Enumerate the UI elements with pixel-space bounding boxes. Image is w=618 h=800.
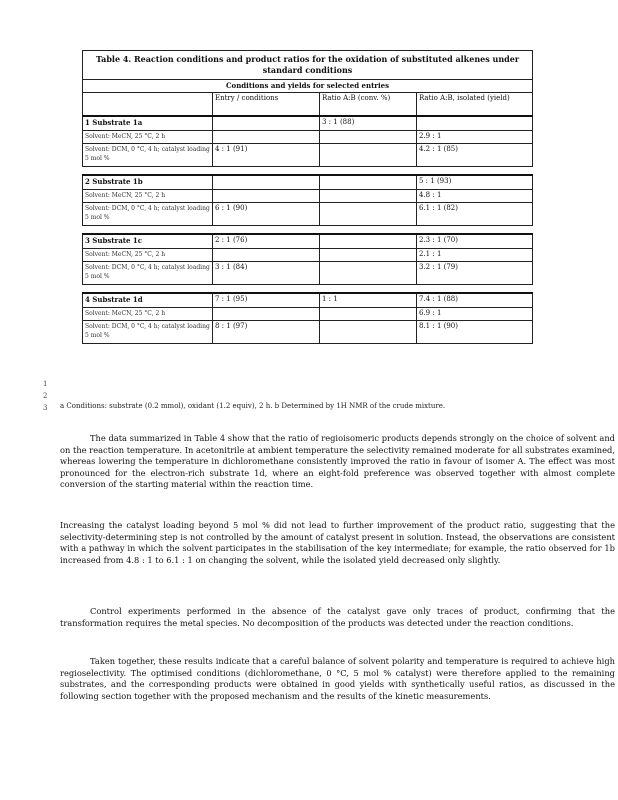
table-row — [83, 131, 533, 144]
table-cell: 3 : 1 (88) — [320, 116, 417, 131]
table-cell: 4 : 1 (91) — [213, 144, 320, 167]
table-cell: 2.3 : 1 (70) — [417, 234, 533, 249]
table-cell: 3.2 : 1 (79) — [417, 262, 533, 285]
table-title: Table 4. Reaction conditions and product ratios for the oxidation of substituted alkenes under standard conditions — [83, 51, 533, 80]
table-cell — [320, 249, 417, 262]
table-cell: 2.9 : 1 — [417, 131, 533, 144]
table-group-row — [83, 234, 533, 249]
table-cell — [320, 321, 417, 344]
table-row — [83, 249, 533, 262]
margin-mark: 1 — [43, 380, 48, 388]
group-label: 1 Substrate 1a — [83, 116, 213, 131]
table-gap-cell — [83, 167, 533, 176]
table-cell: 6.9 : 1 — [417, 308, 533, 321]
table-row — [83, 262, 533, 285]
table-cell: 8.1 : 1 (90) — [417, 321, 533, 344]
results-table — [82, 50, 532, 344]
row-label: Solvent: DCM, 0 °C, 4 h; catalyst loading 5 mol % — [83, 203, 213, 226]
table-cell: 6.1 : 1 (82) — [417, 203, 533, 226]
table-cell — [213, 116, 320, 131]
row-label: Solvent: DCM, 0 °C, 4 h; catalyst loading 5 mol % — [83, 144, 213, 167]
group-label: 2 Substrate 1b — [83, 175, 213, 190]
table-header-cell: Ratio A:B, isolated (yield) — [417, 93, 533, 117]
table-cell — [320, 203, 417, 226]
table-cell — [320, 308, 417, 321]
table-header-cell: Ratio A:B (conv. %) — [320, 93, 417, 117]
table-cell: 7 : 1 (95) — [213, 293, 320, 308]
margin-mark: 3 — [43, 404, 48, 412]
table-gap-cell — [83, 285, 533, 294]
body-paragraph: Control experiments performed in the absence of the catalyst gave only traces of product, confirming that the transformation requires the metal species. No decomposition of the products was detected under the reaction conditions. — [60, 606, 615, 628]
row-label: Solvent: MeCN, 25 °C, 2 h — [83, 308, 213, 321]
results-table-grid — [82, 50, 533, 344]
group-label: 4 Substrate 1d — [83, 293, 213, 308]
table-subtitle: Conditions and yields for selected entries — [83, 80, 533, 93]
table-row — [83, 190, 533, 203]
table-gap-row — [83, 285, 533, 294]
table-cell — [320, 190, 417, 203]
table-cell — [417, 116, 533, 131]
row-label: Solvent: MeCN, 25 °C, 2 h — [83, 190, 213, 203]
margin-mark: 2 — [43, 392, 48, 400]
table-cell: 2 : 1 (76) — [213, 234, 320, 249]
table-cell: 3 : 1 (84) — [213, 262, 320, 285]
table-cell: 1 : 1 — [320, 293, 417, 308]
table-subtitle-row — [83, 80, 533, 93]
table-header-cell: Entry / conditions — [213, 93, 320, 117]
table-cell — [213, 131, 320, 144]
row-label: Solvent: MeCN, 25 °C, 2 h — [83, 249, 213, 262]
table-cell — [320, 262, 417, 285]
table-cell — [213, 190, 320, 203]
row-label: Solvent: DCM, 0 °C, 4 h; catalyst loading 5 mol % — [83, 262, 213, 285]
table-cell — [320, 234, 417, 249]
table-cell — [320, 175, 417, 190]
table-group-row — [83, 175, 533, 190]
table-title-row — [83, 51, 533, 80]
table-gap-cell — [83, 226, 533, 235]
table-cell — [320, 131, 417, 144]
group-label: 3 Substrate 1c — [83, 234, 213, 249]
table-row — [83, 321, 533, 344]
row-label: Solvent: MeCN, 25 °C, 2 h — [83, 131, 213, 144]
table-cell — [213, 249, 320, 262]
table-cell: 2.1 : 1 — [417, 249, 533, 262]
body-paragraph: The data summarized in Table 4 show that the ratio of regioisomeric products depends strongly on the choice of solvent and on the reaction temperature. In acetonitrile at ambient temperature the selectivity remained moderate for all substrates examined, whereas lowering the temperature in dichloromethane consistently improved the ratio in favour of isomer A. The effect was most pronounced for the electron-rich substrate 1d, where an eight-fold preference was observed together with almost complete conversion of the starting material within the reaction time. — [60, 433, 615, 490]
table-header-cell — [83, 93, 213, 117]
table-cell: 6 : 1 (90) — [213, 203, 320, 226]
table-cell: 4.2 : 1 (85) — [417, 144, 533, 167]
body-paragraph: Increasing the catalyst loading beyond 5 mol % did not lead to further improvement of the product ratio, suggesting that the selectivity-determining step is not controlled by the amount of catalyst present in solution. Instead, the observations are consistent with a pathway in which the solvent participates in the stabilisation of the key intermediate; for example, the ratio observed for 1b increased from 4.8 : 1 to 6.1 : 1 on changing the solvent, while the isolated yield decreased only slightly. — [60, 520, 615, 565]
table-cell: 5 : 1 (93) — [417, 175, 533, 190]
table-row — [83, 203, 533, 226]
table-cell — [320, 144, 417, 167]
table-gap-row — [83, 226, 533, 235]
table-cell: 4.8 : 1 — [417, 190, 533, 203]
table-row — [83, 144, 533, 167]
table-cell — [213, 308, 320, 321]
row-label: Solvent: DCM, 0 °C, 4 h; catalyst loading 5 mol % — [83, 321, 213, 344]
table-cell: 7.4 : 1 (88) — [417, 293, 533, 308]
table-header-row — [83, 93, 533, 117]
table-cell: 8 : 1 (97) — [213, 321, 320, 344]
table-group-row — [83, 293, 533, 308]
body-paragraph: Taken together, these results indicate that a careful balance of solvent polarity and temperature is required to achieve high regioselectivity. The optimised conditions (dichloromethane, 0 °C, 5 mol % catalyst) were therefore applied to the remaining substrates, and the corresponding products were obtained in good yields with synthetically useful ratios, as discussed in the following section together with the proposed mechanism and the results of the kinetic measurements. — [60, 656, 615, 701]
table-cell — [213, 175, 320, 190]
table-row — [83, 308, 533, 321]
table-gap-row — [83, 167, 533, 176]
table-group-row — [83, 116, 533, 131]
table-footnote: a Conditions: substrate (0.2 mmol), oxidant (1.2 equiv), 2 h. b Determined by 1H NMR of the crude mixture. — [60, 402, 446, 410]
